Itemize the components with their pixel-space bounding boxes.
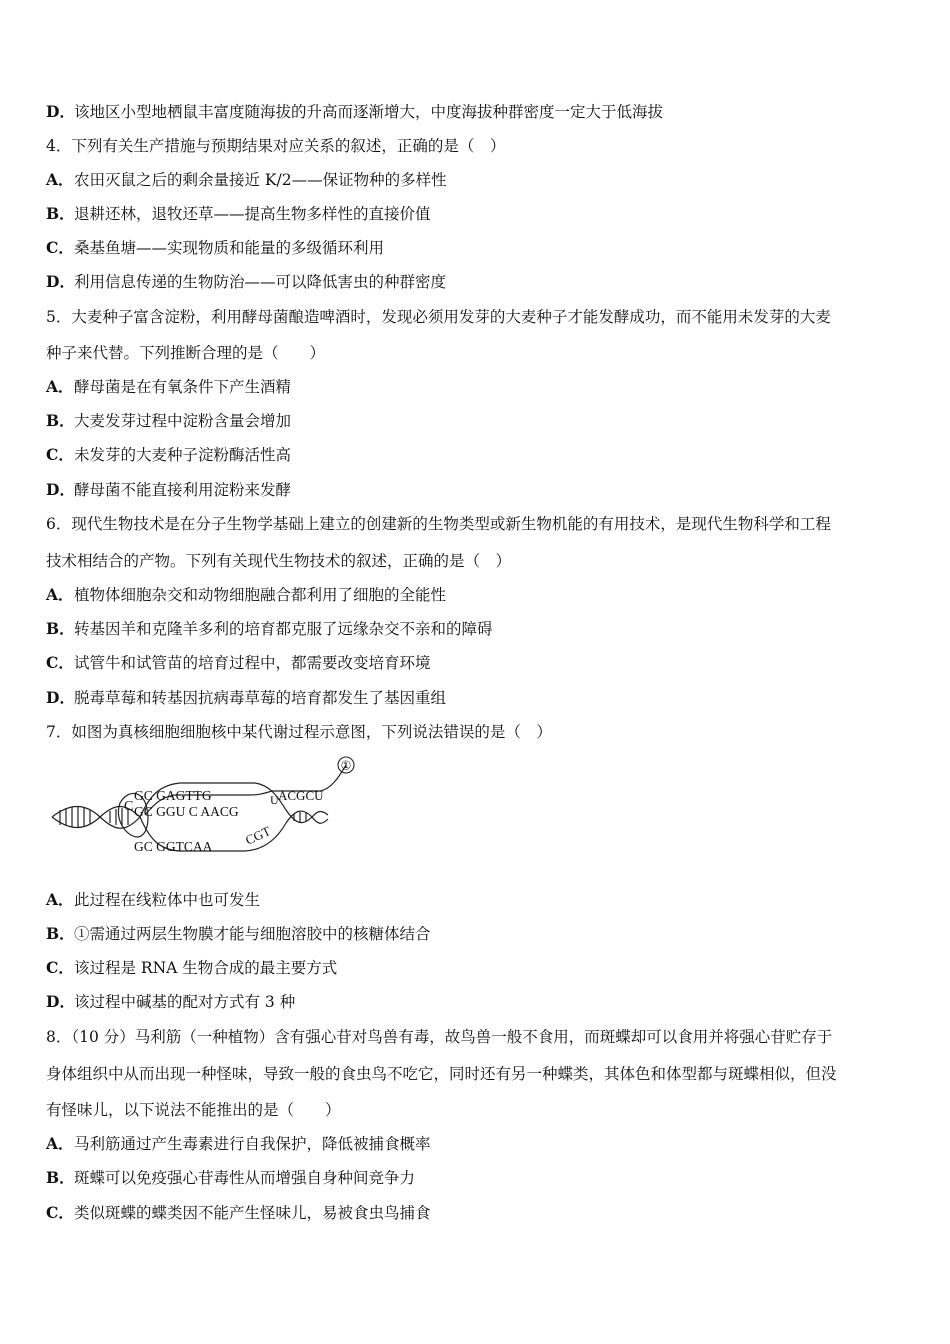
q7-option-a bbox=[46, 890, 260, 910]
option-text: 桑基鱼塘——实现物质和能量的多级循环利用 bbox=[74, 239, 385, 257]
top-strand-label: GC GAGTTG bbox=[134, 788, 212, 803]
dna-helix-right bbox=[286, 810, 328, 823]
option-text: 酵母菌是在有氧条件下产生酒精 bbox=[74, 378, 292, 396]
q6-option-b bbox=[46, 619, 493, 639]
q5-option-d bbox=[46, 480, 291, 500]
option-text: 退耕还林，退牧还草——提高生物多样性的直接价值 bbox=[74, 205, 431, 223]
option-text: 该地区小型地栖鼠丰富度随海拔的升高而逐渐增大，中度海拔种群密度一定大于低海拔 bbox=[74, 103, 664, 121]
option-text: 此过程在线粒体中也可发生 bbox=[74, 891, 261, 909]
q7-option-b bbox=[46, 924, 431, 944]
option-text: 马利筋通过产生毒素进行自我保护，降低被捕食概率 bbox=[74, 1135, 431, 1153]
bottom-strand-label: GC GGTCAA bbox=[134, 839, 213, 854]
q8-option-a bbox=[46, 1134, 431, 1154]
marker-1 bbox=[338, 757, 354, 773]
option-letter: D． bbox=[46, 480, 75, 499]
option-letter: B． bbox=[46, 411, 75, 430]
top-strand-prefix: C bbox=[124, 799, 134, 814]
option-letter: D． bbox=[46, 688, 75, 707]
option-text: 大麦发芽过程中淀粉含量会增加 bbox=[74, 412, 292, 430]
q8-stem-line2: 身体组织中从而出现一种怪味，导致一般的食虫鸟不吃它，同时还有另一种蝶类，其体色和体型都与斑蝶相似，但没 bbox=[46, 1065, 837, 1083]
option-letter: B． bbox=[46, 619, 75, 638]
q6-option-c bbox=[46, 653, 431, 673]
option-text: 转基因羊和克隆羊多利的培育都克服了远缘杂交不亲和的障碍 bbox=[74, 620, 493, 638]
option-letter: B． bbox=[46, 1168, 75, 1187]
option-letter: D． bbox=[46, 992, 75, 1011]
option-text: 该过程是 RNA 生物合成的最主要方式 bbox=[74, 959, 338, 977]
option-letter: D． bbox=[46, 272, 75, 291]
option-letter: A． bbox=[46, 170, 74, 189]
option-letter: C． bbox=[46, 1203, 74, 1222]
q5-stem-line2: 种子来代替。下列推断合理的是（ ） bbox=[46, 344, 326, 362]
q6-option-a bbox=[46, 585, 446, 605]
q8-stem-line3: 有怪味儿，以下说法不能推出的是（ ） bbox=[46, 1101, 341, 1119]
option-text: 类似斑蝶的蝶类因不能产生怪味儿，易被食虫鸟捕食 bbox=[74, 1204, 431, 1222]
q4-option-b bbox=[46, 204, 431, 224]
option-text: 脱毒草莓和转基因抗病毒草莓的培育都发生了基因重组 bbox=[74, 689, 447, 707]
rna-exit-label: ACGCU bbox=[278, 788, 324, 803]
q5-option-c bbox=[46, 445, 291, 465]
option-letter: A． bbox=[46, 1134, 74, 1153]
option-letter: C． bbox=[46, 238, 74, 257]
option-text: 未发芽的大麦种子淀粉酶活性高 bbox=[74, 446, 292, 464]
rna-tail-u-label: U bbox=[270, 793, 279, 807]
option-letter: B． bbox=[46, 924, 75, 943]
option-text: ①需通过两层生物膜才能与细胞溶胶中的核糖体结合 bbox=[74, 925, 431, 943]
marker-label: ① bbox=[340, 758, 352, 773]
option-letter: B． bbox=[46, 204, 75, 223]
option-text: 酵母菌不能直接利用淀粉来发酵 bbox=[74, 481, 292, 499]
q5-option-a bbox=[46, 377, 291, 397]
option-text: 试管牛和试管苗的培育过程中，都需要改变培育环境 bbox=[74, 654, 431, 672]
q3-option-d bbox=[46, 102, 663, 122]
option-letter: A． bbox=[46, 585, 74, 604]
q8-stem-line1: 8．（10 分）马利筋（一种植物）含有强心苷对鸟兽有毒，故鸟兽一般不食用，而斑蝶却可以食用并将强心苷贮存于 bbox=[46, 1028, 833, 1046]
q7-stem: 7．如图为真核细胞细胞核中某代谢过程示意图，下列说法错误的是（ ） bbox=[46, 723, 552, 741]
option-letter: D． bbox=[46, 102, 75, 121]
q5-option-b bbox=[46, 411, 291, 431]
option-letter: A． bbox=[46, 377, 74, 396]
option-text: 植物体细胞杂交和动物细胞融合都利用了细胞的全能性 bbox=[74, 586, 447, 604]
q8-option-b bbox=[46, 1168, 415, 1188]
q6-option-d bbox=[46, 688, 446, 708]
q4-option-c bbox=[46, 238, 384, 258]
rna-strand-label: GC GGU C AACG bbox=[134, 804, 239, 819]
option-letter: A． bbox=[46, 890, 74, 909]
q7-option-c bbox=[46, 958, 337, 978]
q6-stem-line1: 6．现代生物技术是在分子生物学基础上建立的创建新的生物类型或新生物机能的有用技术，是现代生物科学和工程 bbox=[46, 515, 831, 533]
bottom-tail-label: CGT bbox=[242, 823, 273, 848]
option-letter: C． bbox=[46, 958, 74, 977]
q4-stem: 4．下列有关生产措施与预期结果对应关系的叙述，正确的是（ ） bbox=[46, 137, 506, 155]
option-letter: C． bbox=[46, 445, 74, 464]
option-text: 该过程中碱基的配对方式有 3 种 bbox=[74, 993, 296, 1011]
transcription-diagram bbox=[50, 755, 370, 867]
q5-stem-line1: 5．大麦种子富含淀粉，利用酵母菌酿造啤酒时，发现必须用发芽的大麦种子才能发酵成功，而不能用未发芽的大麦 bbox=[46, 308, 831, 326]
q4-option-d bbox=[46, 272, 446, 292]
option-text: 农田灭鼠之后的剩余量接近 K/2——保证物种的多样性 bbox=[74, 171, 447, 189]
q4-option-a bbox=[46, 170, 447, 190]
option-text: 利用信息传递的生物防治——可以降低害虫的种群密度 bbox=[74, 273, 447, 291]
option-letter: C． bbox=[46, 653, 74, 672]
q6-stem-line2: 技术相结合的产物。下列有关现代生物技术的叙述，正确的是（ ） bbox=[46, 552, 512, 570]
option-text: 斑蝶可以免疫强心苷毒性从而增强自身种间竞争力 bbox=[74, 1169, 416, 1187]
q7-option-d bbox=[46, 992, 295, 1012]
q8-option-c bbox=[46, 1203, 431, 1223]
